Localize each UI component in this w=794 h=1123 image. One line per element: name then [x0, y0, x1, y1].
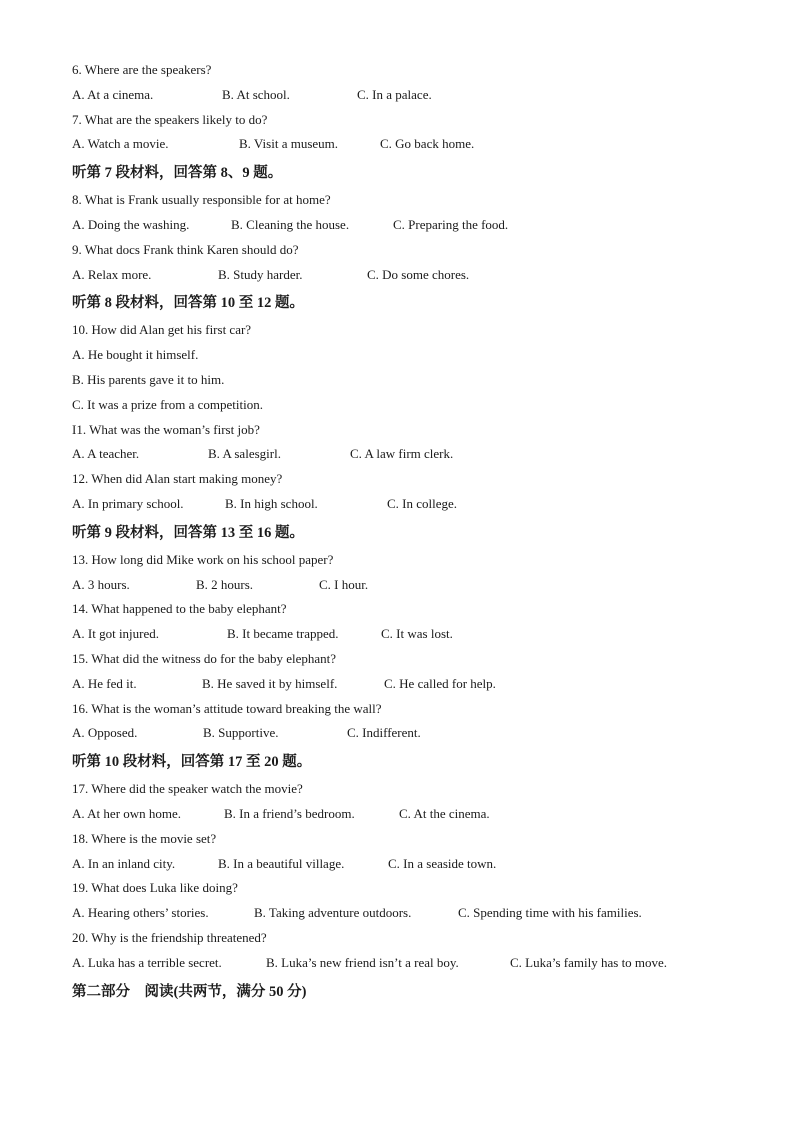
question-text: 14. What happened to the baby elephant? [72, 601, 287, 617]
question-text: 18. Where is the movie set? [72, 830, 217, 846]
question-text: A. He bought it himself. [72, 347, 199, 363]
answer-option: B. Cleaning the house. [231, 216, 350, 232]
section-heading: 第二部分 阅读(共两节，满分 50 分) [72, 983, 307, 1000]
answer-options-row [72, 446, 752, 471]
answer-option: A. He fed it. [72, 675, 137, 691]
question-text: I1. What was the woman’s first job? [72, 421, 260, 437]
answer-options-row [72, 577, 752, 602]
answer-option: C. Luka’s family has to move. [510, 954, 668, 970]
question-text: 10. How did Alan get his first car? [72, 322, 252, 338]
answer-option: C. A law firm clerk. [350, 446, 454, 462]
question-text: 20. Why is the friendship threatened? [72, 929, 267, 945]
answer-options-row [72, 856, 752, 881]
answer-option: B. In a friend’s bedroom. [224, 805, 355, 821]
answer-option: A. It got injured. [72, 626, 160, 642]
answer-option: C. He called for help. [384, 675, 496, 691]
question-text: 17. Where did the speaker watch the movie? [72, 781, 303, 797]
answer-option: C. In a seaside town. [388, 855, 497, 871]
question-text: 8. What is Frank usually responsible for at home? [72, 192, 331, 208]
answer-options-row [72, 806, 752, 831]
question-text: 13. How long did Mike work on his school paper? [72, 551, 334, 567]
answer-option: C. At the cinema. [399, 805, 490, 821]
answer-option: A. At her own home. [72, 805, 182, 821]
answer-option: B. He saved it by himself. [202, 675, 338, 691]
answer-option: A. Hearing others’ stories. [72, 905, 209, 921]
question-text: B. His parents gave it to him. [72, 371, 225, 387]
question-text: 15. What did the witness do for the baby elephant? [72, 650, 337, 666]
section-heading: 听第 10 段材料，回答第 17 至 20 题。 [72, 754, 312, 771]
answer-option: C. Preparing the food. [393, 216, 509, 232]
answer-option: A. 3 hours. [72, 576, 130, 592]
answer-option: A. At a cinema. [72, 86, 154, 102]
answer-option: A. In primary school. [72, 495, 184, 511]
answer-options-row [72, 136, 752, 161]
section-heading: 听第 9 段材料，回答第 13 至 16 题。 [72, 524, 304, 541]
answer-option: C. Go back home. [380, 136, 475, 152]
question-text: C. It was a prize from a competition. [72, 396, 263, 412]
answer-option: A. Doing the washing. [72, 216, 190, 232]
answer-options-row [72, 725, 752, 750]
answer-option: A. Luka has a terrible secret. [72, 954, 222, 970]
answer-options-row [72, 676, 752, 701]
question-text: 6. Where are the speakers? [72, 62, 212, 77]
answer-option: C. In college. [387, 495, 458, 511]
answer-option: A. Relax more. [72, 266, 152, 282]
question-text: 12. When did Alan start making money? [72, 471, 283, 487]
answer-options-row [72, 87, 752, 112]
answer-option: A. Opposed. [72, 725, 138, 741]
question-text: 9. What docs Frank think Karen should do? [72, 241, 299, 257]
section-heading: 听第 7 段材料，回答第 8、9 题。 [72, 165, 283, 182]
answer-option: B. It became trapped. [227, 626, 339, 642]
answer-option: B. Luka’s new friend isn’t a real boy. [266, 954, 459, 970]
answer-options-row [72, 267, 752, 292]
answer-option: B. At school. [222, 86, 290, 102]
section-heading: 听第 8 段材料，回答第 10 至 12 题。 [72, 295, 304, 312]
exam-page [72, 62, 752, 1011]
answer-option: A. Watch a movie. [72, 136, 169, 152]
answer-option: A. In an inland city. [72, 855, 176, 871]
answer-option: C. It was lost. [381, 626, 453, 642]
answer-option: B. 2 hours. [196, 576, 254, 592]
question-text: 19. What does Luka like doing? [72, 880, 238, 896]
answer-option: B. Visit a museum. [239, 136, 339, 152]
answer-option: B. Study harder. [218, 266, 303, 282]
answer-option: B. In a beautiful village. [218, 855, 345, 871]
answer-option: B. Taking adventure outdoors. [254, 905, 412, 921]
answer-options-row [72, 496, 752, 521]
answer-options-row [72, 955, 752, 980]
answer-option: C. In a palace. [357, 86, 432, 102]
answer-option: B. Supportive. [203, 725, 279, 741]
answer-option: C. Spending time with his families. [458, 905, 642, 921]
answer-options-row [72, 217, 752, 242]
answer-option: B. A salesgirl. [208, 446, 281, 462]
question-text: 16. What is the woman’s attitude toward breaking the wall? [72, 700, 382, 716]
answer-option: A. A teacher. [72, 446, 140, 462]
answer-option: B. In high school. [225, 495, 318, 511]
answer-options-row [72, 905, 752, 930]
answer-option: C. Do some chores. [367, 266, 470, 282]
answer-options-row [72, 626, 752, 651]
answer-option: C. Indifferent. [347, 725, 421, 741]
answer-option: C. I hour. [319, 576, 369, 592]
question-text: 7. What are the speakers likely to do? [72, 111, 268, 127]
